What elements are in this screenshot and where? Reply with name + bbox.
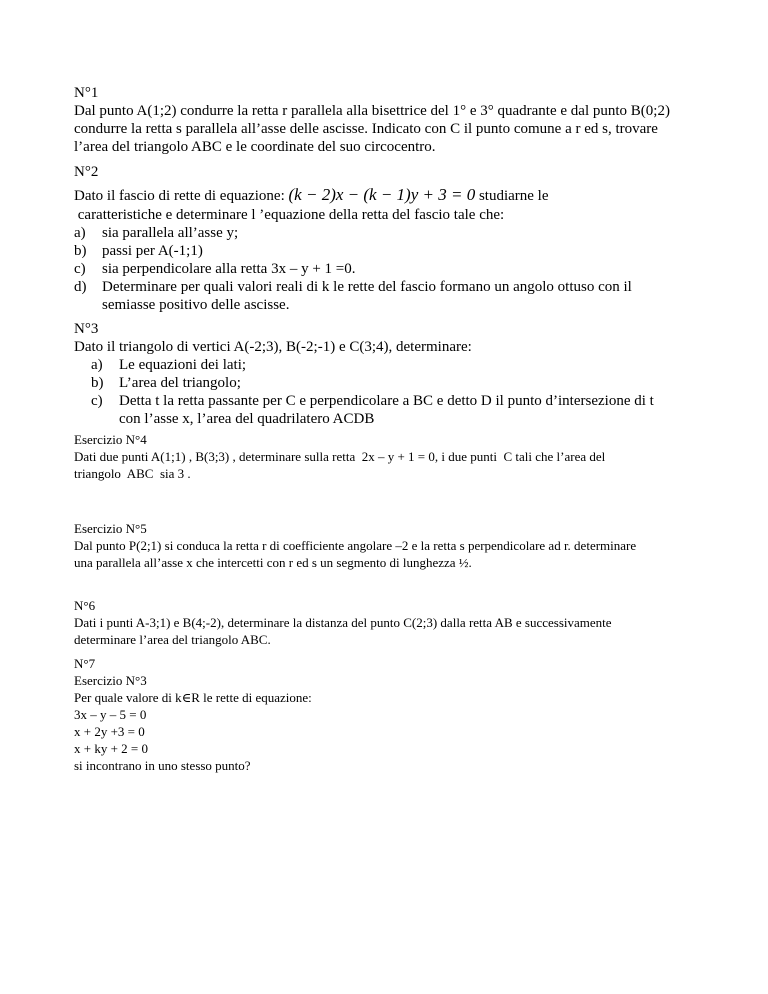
list-item-text: Le equazioni dei lati;: [119, 357, 247, 373]
exercise-5: [74, 520, 696, 571]
exercise-6-line: determinare l’area del triangolo ABC.: [74, 632, 271, 647]
exercise-4: [74, 431, 696, 482]
exercise-2-heading: N°2: [74, 164, 99, 180]
exercise-7-heading: N°7: [74, 656, 96, 671]
exercise-3-intro: Dato il triangolo di vertici A(-2;3), B(-2;-1) e C(3;4), determinare:: [74, 339, 472, 355]
exercise-1-line: condurre la retta s parallela all’asse delle ascisse. Indicato con C il punto comune a r ed s, trovare: [74, 121, 658, 137]
list-item-text: sia parallela all’asse y;: [102, 225, 239, 241]
list-item: [74, 374, 704, 392]
exercise-7-line: Per quale valore di k∈R le rette di equazione:: [74, 690, 312, 705]
exercise-4-line: triangolo ABC sia 3 .: [74, 466, 191, 481]
exercise-1-line: Dal punto A(1;2) condurre la retta r parallela alla bisettrice del 1° e 3° quadrante e dal punto B(0;2): [74, 103, 670, 119]
exercise-4-heading: Esercizio N°4: [74, 432, 147, 447]
exercise-1: [74, 84, 704, 156]
exercise-3: [74, 320, 704, 428]
exercise-7-line: si incontrano in uno stesso punto?: [74, 758, 251, 773]
list-item: [74, 260, 704, 278]
exercise-6: [74, 597, 704, 648]
exercise-5-line: Dal punto P(2;1) si conduca la retta r di coefficiente angolare –2 e la retta s perpendicolare ad r. determinare: [74, 538, 637, 553]
list-item-continuation: con l’asse x, l’area del quadrilatero ACDB: [119, 411, 375, 427]
equation: x + ky + 2 = 0: [74, 741, 148, 756]
equation: 3x – y – 5 = 0: [74, 707, 147, 722]
exercise-1-line: l’area del triangolo ABC e le coordinate del suo circocentro.: [74, 139, 436, 155]
exercise-2: [74, 163, 704, 314]
list-item-label: c): [91, 393, 103, 409]
list-item: [74, 224, 704, 242]
list-item-label: d): [74, 279, 87, 295]
exercise-1-heading: N°1: [74, 85, 99, 101]
exercise-6-line: Dati i punti A-3;1) e B(4;-2), determinare la distanza del punto C(2;3) dalla retta AB e successivamente: [74, 615, 612, 630]
exercise-5-heading: Esercizio N°5: [74, 521, 147, 536]
list-item-label: b): [91, 375, 104, 391]
list-item-label: c): [74, 261, 86, 277]
exercise-2-intro: [74, 185, 704, 206]
list-item-label: a): [91, 357, 103, 373]
exercise-2-formula: (k − 2)x − (k − 1)y + 3 = 0: [288, 185, 476, 204]
list-item-text: Determinare per quali valori reali di k le rette del fascio formano un angolo ottuso con il: [102, 279, 632, 295]
list-item-text: passi per A(-1;1): [102, 243, 203, 259]
list-item-text: sia perpendicolare alla retta 3x – y + 1 =0.: [102, 261, 356, 277]
list-item: [74, 278, 704, 296]
exercise-3-heading: N°3: [74, 321, 99, 337]
list-item-text: Detta t la retta passante per C e perpendicolare a BC e detto D il punto d’intersezione di t: [119, 393, 654, 409]
equation: x + 2y +3 = 0: [74, 724, 145, 739]
list-item-label: a): [74, 225, 86, 241]
list-item: [74, 392, 704, 410]
exercise-6-heading: N°6: [74, 598, 96, 613]
list-item: [74, 356, 704, 374]
exercise-7: [74, 655, 704, 774]
list-item: [74, 242, 704, 260]
list-item-label: b): [74, 243, 87, 259]
exercise-4-line: Dati due punti A(1;1) , B(3;3) , determinare sulla retta 2x – y + 1 = 0, i due punti C tali che l’area del: [74, 449, 606, 464]
exercise-2-intro-text: Dato il fascio di rette di equazione:: [74, 188, 289, 204]
exercise-2-line: caratteristiche e determinare l ’equazione della retta del fascio tale che:: [74, 207, 505, 223]
exercise-7-subheading: Esercizio N°3: [74, 673, 147, 688]
list-item-text: L’area del triangolo;: [119, 375, 241, 391]
list-item-continuation: semiasse positivo delle ascisse.: [102, 297, 290, 313]
exercise-5-line: una parallela all’asse x che intercetti con r ed s un segmento di lunghezza ½.: [74, 555, 472, 570]
exercise-2-intro-text: studiarne le: [475, 188, 549, 204]
